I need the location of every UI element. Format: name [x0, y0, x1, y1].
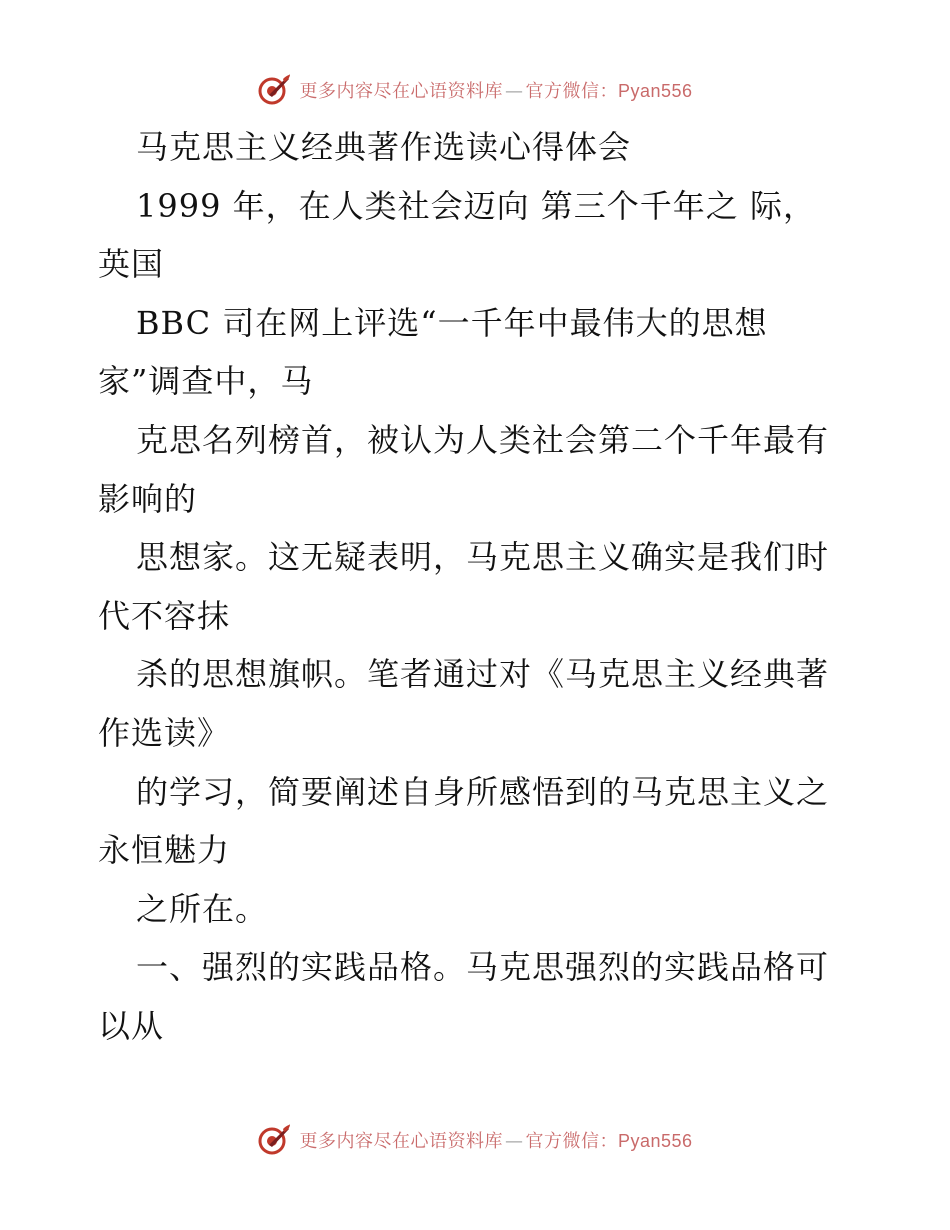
watermark-prefix: 更多内容尽在心语资料库 — [299, 1131, 503, 1152]
watermark-wechat-label: 官方微信： — [525, 1131, 618, 1152]
text-line: 杀的思想旗帜。笔者通过对《马克思主义经典著 — [136, 655, 830, 694]
header-watermark — [0, 70, 950, 110]
watermark-prefix: 更多内容尽在心语资料库 — [299, 81, 503, 102]
text-line: 1999 年，在人类社会迈向 第三个千年之 际， — [136, 186, 816, 225]
text-line: 以从 — [98, 1006, 165, 1045]
text-line: BBC 司在网上评选“一千年中最伟大的思想 — [136, 303, 768, 342]
document-body — [98, 118, 858, 1056]
text-line: 影响的 — [98, 479, 198, 518]
text-line: 代不容抹 — [98, 596, 231, 635]
watermark-dash: — — [504, 81, 524, 102]
document-title: 马克思主义经典著作选读心得体会 — [136, 128, 632, 166]
text-line: 家”调查中，马 — [98, 362, 314, 401]
text-line: 英国 — [98, 245, 165, 284]
text-line: 作选读》 — [98, 713, 231, 752]
watermark-wechat-id: Pyan556 — [617, 81, 693, 101]
quill-logo-icon — [257, 1123, 291, 1157]
text-line: 克思名列榜首，被认为人类社会第二个千年最有 — [136, 420, 830, 459]
text-line: 之所在。 — [136, 889, 269, 928]
footer-watermark — [0, 1120, 950, 1160]
watermark-text — [299, 77, 692, 103]
watermark-wechat-id: Pyan556 — [617, 1131, 693, 1151]
quill-logo-icon — [257, 73, 291, 107]
text-line: 思想家。这无疑表明，马克思主义确实是我们时 — [136, 538, 830, 577]
text-line: 永恒魅力 — [98, 831, 231, 870]
text-line: 的学习，简要阐述自身所感悟到的马克思主义之 — [136, 772, 830, 811]
text-line: 一、强烈的实践品格。马克思强烈的实践品格可 — [136, 948, 830, 987]
watermark-text — [299, 1127, 692, 1153]
watermark-wechat-label: 官方微信： — [525, 81, 618, 102]
watermark-dash: — — [504, 1131, 524, 1152]
